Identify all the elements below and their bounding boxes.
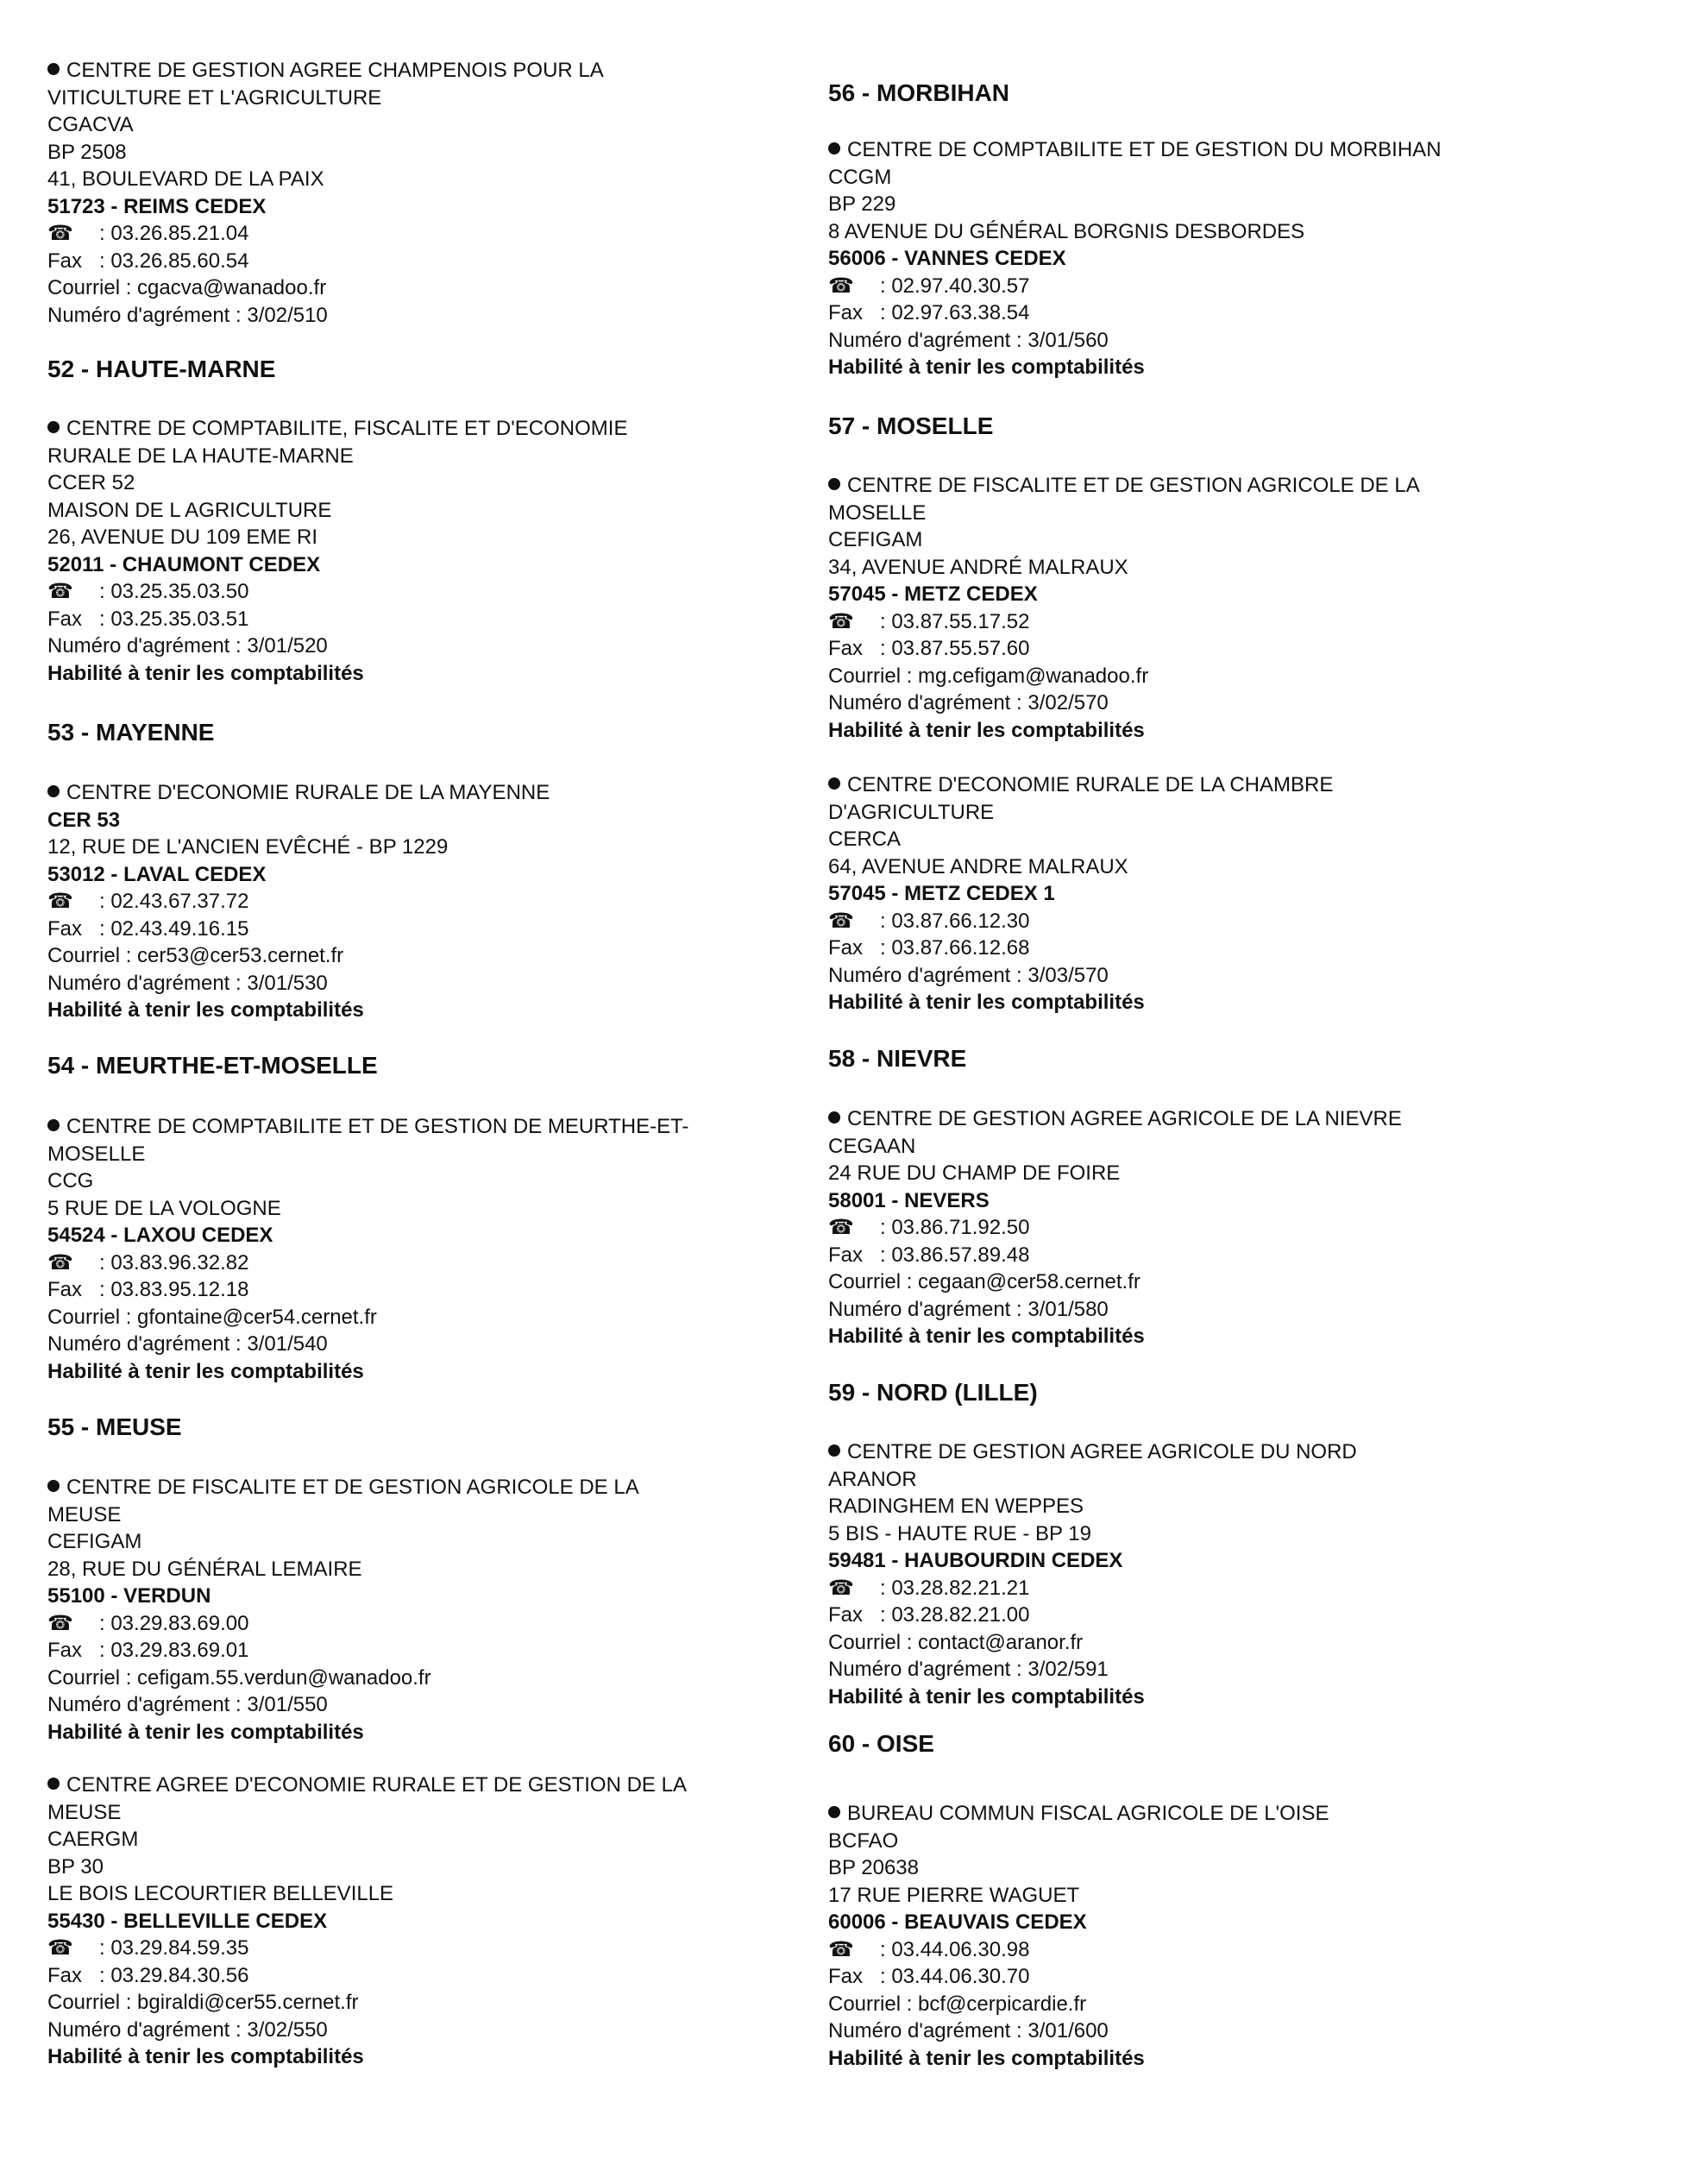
telephone-icon: ☎ (828, 1576, 854, 1600)
bullet-icon (828, 1111, 840, 1123)
habilite-line: Habilité à tenir les comptabilités (47, 2045, 364, 2068)
center-entry: CENTRE DE FISCALITE ET DE GESTION AGRICOLE DE LA MEUSE CEFIGAM 28, RUE DU GÉNÉRAL LEMAIRE 55100 - VERDUN ☎ : 03.29.83.69.00 Fax : 03.29.83.69.01 Courriel : cefigam.55.verdun@wanadoo.fr Numéro d'agrément : 3/01/550 Habilité à tenir les comptabilités (47, 1474, 639, 1746)
department-heading: 54 - MEURTHE-ET-MOSELLE (47, 1052, 378, 1079)
city-line: 51723 - REIMS CEDEX (47, 194, 267, 218)
center-entry: CENTRE DE COMPTABILITE ET DE GESTION DU MORBIHAN CCGM BP 229 8 AVENUE DU GÉNÉRAL BORGNIS DESBORDES 56006 - VANNES CEDEX ☎ : 02.97.40.30.57 Fax : 02.97.63.38.54 Numéro d'agrément : 3/01/560 Habilité à tenir les comptabilités (828, 136, 1442, 381)
habilite-line: Habilité à tenir les comptabilités (828, 356, 1145, 379)
center-entry: CENTRE DE GESTION AGREE AGRICOLE DU NORD ARANOR RADINGHEM EN WEPPES 5 BIS - HAUTE RUE - BP 19 59481 - HAUBOURDIN CEDEX ☎ : 03.28.82.21.21 Fax : 03.28.82.21.00 Courriel : contact@aranor.fr Numéro d'agrément : 3/02/591 Habilité à tenir les comptabilités (828, 1438, 1357, 1710)
agrement-line: Numéro d'agrément : 3/03/570 (828, 963, 1109, 987)
center-entry: CENTRE DE GESTION AGREE CHAMPENOIS POUR LA VITICULTURE ET L'AGRICULTURE CGACVA BP 2508 41, BOULEVARD DE LA PAIX 51723 - REIMS CEDEX ☎ : 03.26.85.21.04 Fax : 03.26.85.60.54 Courriel : cgacva@wanadoo.fr Numéro d'agrément : 3/02/510 (47, 57, 604, 329)
habilite-line: Habilité à tenir les comptabilités (828, 1325, 1145, 1348)
center-entry: CENTRE DE GESTION AGREE AGRICOLE DE LA NIEVRE CEGAAN 24 RUE DU CHAMP DE FOIRE 58001 - NEVERS ☎ : 03.86.71.92.50 Fax : 03.86.57.89.48 Courriel : cegaan@cer58.cernet.fr Numéro d'agrément : 3/01/580 Habilité à tenir les comptabilités (828, 1105, 1402, 1350)
telephone-icon: ☎ (47, 222, 73, 245)
bullet-icon (47, 1778, 60, 1790)
telephone-icon: ☎ (47, 890, 73, 913)
habilite-line: Habilité à tenir les comptabilités (47, 998, 364, 1022)
department-heading: 56 - MORBIHAN (828, 79, 1010, 106)
agrement-line: Numéro d'agrément : 3/02/570 (828, 691, 1109, 714)
bullet-icon (47, 785, 60, 797)
city-line: 55430 - BELLEVILLE CEDEX (47, 1909, 328, 1933)
bullet-icon (47, 1119, 60, 1131)
city-line: 58001 - NEVERS (828, 1188, 990, 1212)
center-entry: CENTRE DE COMPTABILITE ET DE GESTION DE MEURTHE-ET- MOSELLE CCG 5 RUE DE LA VOLOGNE 54524 - LAXOU CEDEX ☎ : 03.83.96.32.82 Fax : 03.83.95.12.18 Courriel : gfontaine@cer54.cernet.fr Numéro d'agrément : 3/01/540 Habilité à tenir les comptabilités (47, 1113, 688, 1385)
agrement-line: Numéro d'agrément : 3/02/510 (47, 303, 328, 327)
telephone-icon: ☎ (47, 580, 73, 603)
email-line: Courriel : cegaan@cer58.cernet.fr (828, 1270, 1140, 1293)
email-line: Courriel : bcf@cerpicardie.fr (828, 1992, 1087, 2016)
telephone-icon: ☎ (828, 609, 854, 633)
telephone-icon: ☎ (828, 1216, 854, 1239)
city-line: 57045 - METZ CEDEX (828, 582, 1038, 606)
agrement-line: Numéro d'agrément : 3/02/550 (47, 2017, 328, 2042)
center-entry: CENTRE DE COMPTABILITE, FISCALITE ET D'ECONOMIE RURALE DE LA HAUTE-MARNE CCER 52 MAISON DE L AGRICULTURE 26, AVENUE DU 109 EME RI 52011 - CHAUMONT CEDEX ☎ : 03.25.35.03.50 Fax : 03.25.35.03.51 Numéro d'agrément : 3/01/520 Habilité à tenir les comptabilités (47, 415, 627, 687)
city-line: 59481 - HAUBOURDIN CEDEX (828, 1549, 1123, 1572)
telephone-icon: ☎ (828, 274, 854, 298)
habilite-line: Habilité à tenir les comptabilités (47, 1359, 364, 1383)
center-entry: BUREAU COMMUN FISCAL AGRICOLE DE L'OISE BCFAO BP 20638 17 RUE PIERRE WAGUET 60006 - BEAUVAIS CEDEX ☎ : 03.44.06.30.98 Fax : 03.44.06.30.70 Courriel : bcf@cerpicardie.fr Numéro d'agrément : 3/01/600 Habilité à tenir les comptabilités (828, 1800, 1329, 2072)
center-entry: CENTRE D'ECONOMIE RURALE DE LA MAYENNE CER 53 12, RUE DE L'ANCIEN EVÊCHÉ - BP 1229 53012 - LAVAL CEDEX ☎ : 02.43.67.37.72 Fax : 02.43.49.16.15 Courriel : cer53@cer53.cernet.fr Numéro d'agrément : 3/01/530 Habilité à tenir les comptabilités (47, 779, 550, 1024)
telephone-icon: ☎ (47, 1250, 73, 1275)
bullet-icon (828, 1806, 840, 1818)
email-line: Courriel : cer53@cer53.cernet.fr (47, 944, 344, 967)
bullet-icon (828, 777, 840, 790)
email-line: Courriel : gfontaine@cer54.cernet.fr (47, 1305, 377, 1329)
agrement-line: Numéro d'agrément : 3/01/550 (47, 1693, 328, 1716)
agrement-line: Numéro d'agrément : 3/01/530 (47, 971, 328, 995)
telephone-icon: ☎ (828, 1937, 854, 1961)
email-line: Courriel : bgiraldi@cer55.cernet.fr (47, 1991, 359, 2014)
department-heading: 53 - MAYENNE (47, 719, 215, 746)
city-line: 55100 - VERDUN (47, 1584, 211, 1608)
city-line: 60006 - BEAUVAIS CEDEX (828, 1910, 1087, 1934)
habilite-line: Habilité à tenir les comptabilités (828, 2046, 1145, 2070)
city-line: 54524 - LAXOU CEDEX (47, 1224, 273, 1247)
city-line: 57045 - METZ CEDEX 1 (828, 882, 1055, 905)
habilite-line: Habilité à tenir les comptabilités (47, 1720, 364, 1744)
email-line: Courriel : cefigam.55.verdun@wanadoo.fr (47, 1665, 431, 1690)
telephone-icon: ☎ (47, 1611, 73, 1635)
center-entry: CENTRE DE FISCALITE ET DE GESTION AGRICOLE DE LA MOSELLE CEFIGAM 34, AVENUE ANDRÉ MALRAUX 57045 - METZ CEDEX ☎ : 03.87.55.17.52 Fax : 03.87.55.57.60 Courriel : mg.cefigam@wanadoo.fr Numéro d'agrément : 3/02/570 Habilité à tenir les comptabilités (828, 472, 1420, 744)
habilite-line: Habilité à tenir les comptabilités (828, 991, 1145, 1014)
bullet-icon (47, 1480, 60, 1492)
city-line: 56006 - VANNES CEDEX (828, 247, 1066, 270)
bullet-icon (47, 421, 60, 433)
email-line: Courriel : mg.cefigam@wanadoo.fr (828, 664, 1149, 688)
bullet-icon (828, 1444, 840, 1457)
habilite-line: Habilité à tenir les comptabilités (828, 1684, 1145, 1709)
agrement-line: Numéro d'agrément : 3/01/600 (828, 2019, 1109, 2042)
email-line: Courriel : contact@aranor.fr (828, 1630, 1084, 1654)
center-entry: CENTRE AGREE D'ECONOMIE RURALE ET DE GESTION DE LA MEUSE CAERGM BP 30 LE BOIS LECOURTIER BELLEVILLE 55430 - BELLEVILLE CEDEX ☎ : 03.29.84.59.35 Fax : 03.29.84.30.56 Courriel : bgiraldi@cer55.cernet.fr Numéro d'agrément : 3/02/550 Habilité à tenir les comptabilités (47, 1772, 687, 2071)
telephone-icon: ☎ (828, 909, 854, 933)
bullet-icon (47, 63, 60, 75)
agrement-line: Numéro d'agrément : 3/01/520 (47, 634, 328, 658)
agrement-line: Numéro d'agrément : 3/01/540 (47, 1332, 328, 1356)
city-line: 53012 - LAVAL CEDEX (47, 862, 267, 886)
habilite-line: Habilité à tenir les comptabilités (828, 718, 1145, 742)
department-heading: 52 - HAUTE-MARNE (47, 356, 276, 382)
city-line: 52011 - CHAUMONT CEDEX (47, 552, 321, 576)
bullet-icon (828, 142, 840, 154)
email-line: Courriel : cgacva@wanadoo.fr (47, 276, 327, 299)
agrement-line: Numéro d'agrément : 3/01/580 (828, 1297, 1109, 1321)
habilite-line: Habilité à tenir les comptabilités (47, 661, 364, 685)
department-heading: 57 - MOSELLE (828, 412, 994, 439)
telephone-icon: ☎ (47, 1936, 73, 1960)
department-heading: 59 - NORD (LILLE) (828, 1379, 1038, 1406)
department-heading: 60 - OISE (828, 1730, 934, 1757)
center-entry: CENTRE D'ECONOMIE RURALE DE LA CHAMBRE D'AGRICULTURE CERCA 64, AVENUE ANDRE MALRAUX 57045 - METZ CEDEX 1 ☎ : 03.87.66.12.30 Fax : 03.87.66.12.68 Numéro d'agrément : 3/03/570 Habilité à tenir les comptabilités (828, 771, 1333, 1016)
agrement-line: Numéro d'agrément : 3/02/591 (828, 1658, 1109, 1681)
department-heading: 58 - NIEVRE (828, 1045, 967, 1072)
department-heading: 55 - MEUSE (47, 1413, 182, 1440)
agrement-line: Numéro d'agrément : 3/01/560 (828, 328, 1109, 352)
bullet-icon (828, 478, 840, 490)
